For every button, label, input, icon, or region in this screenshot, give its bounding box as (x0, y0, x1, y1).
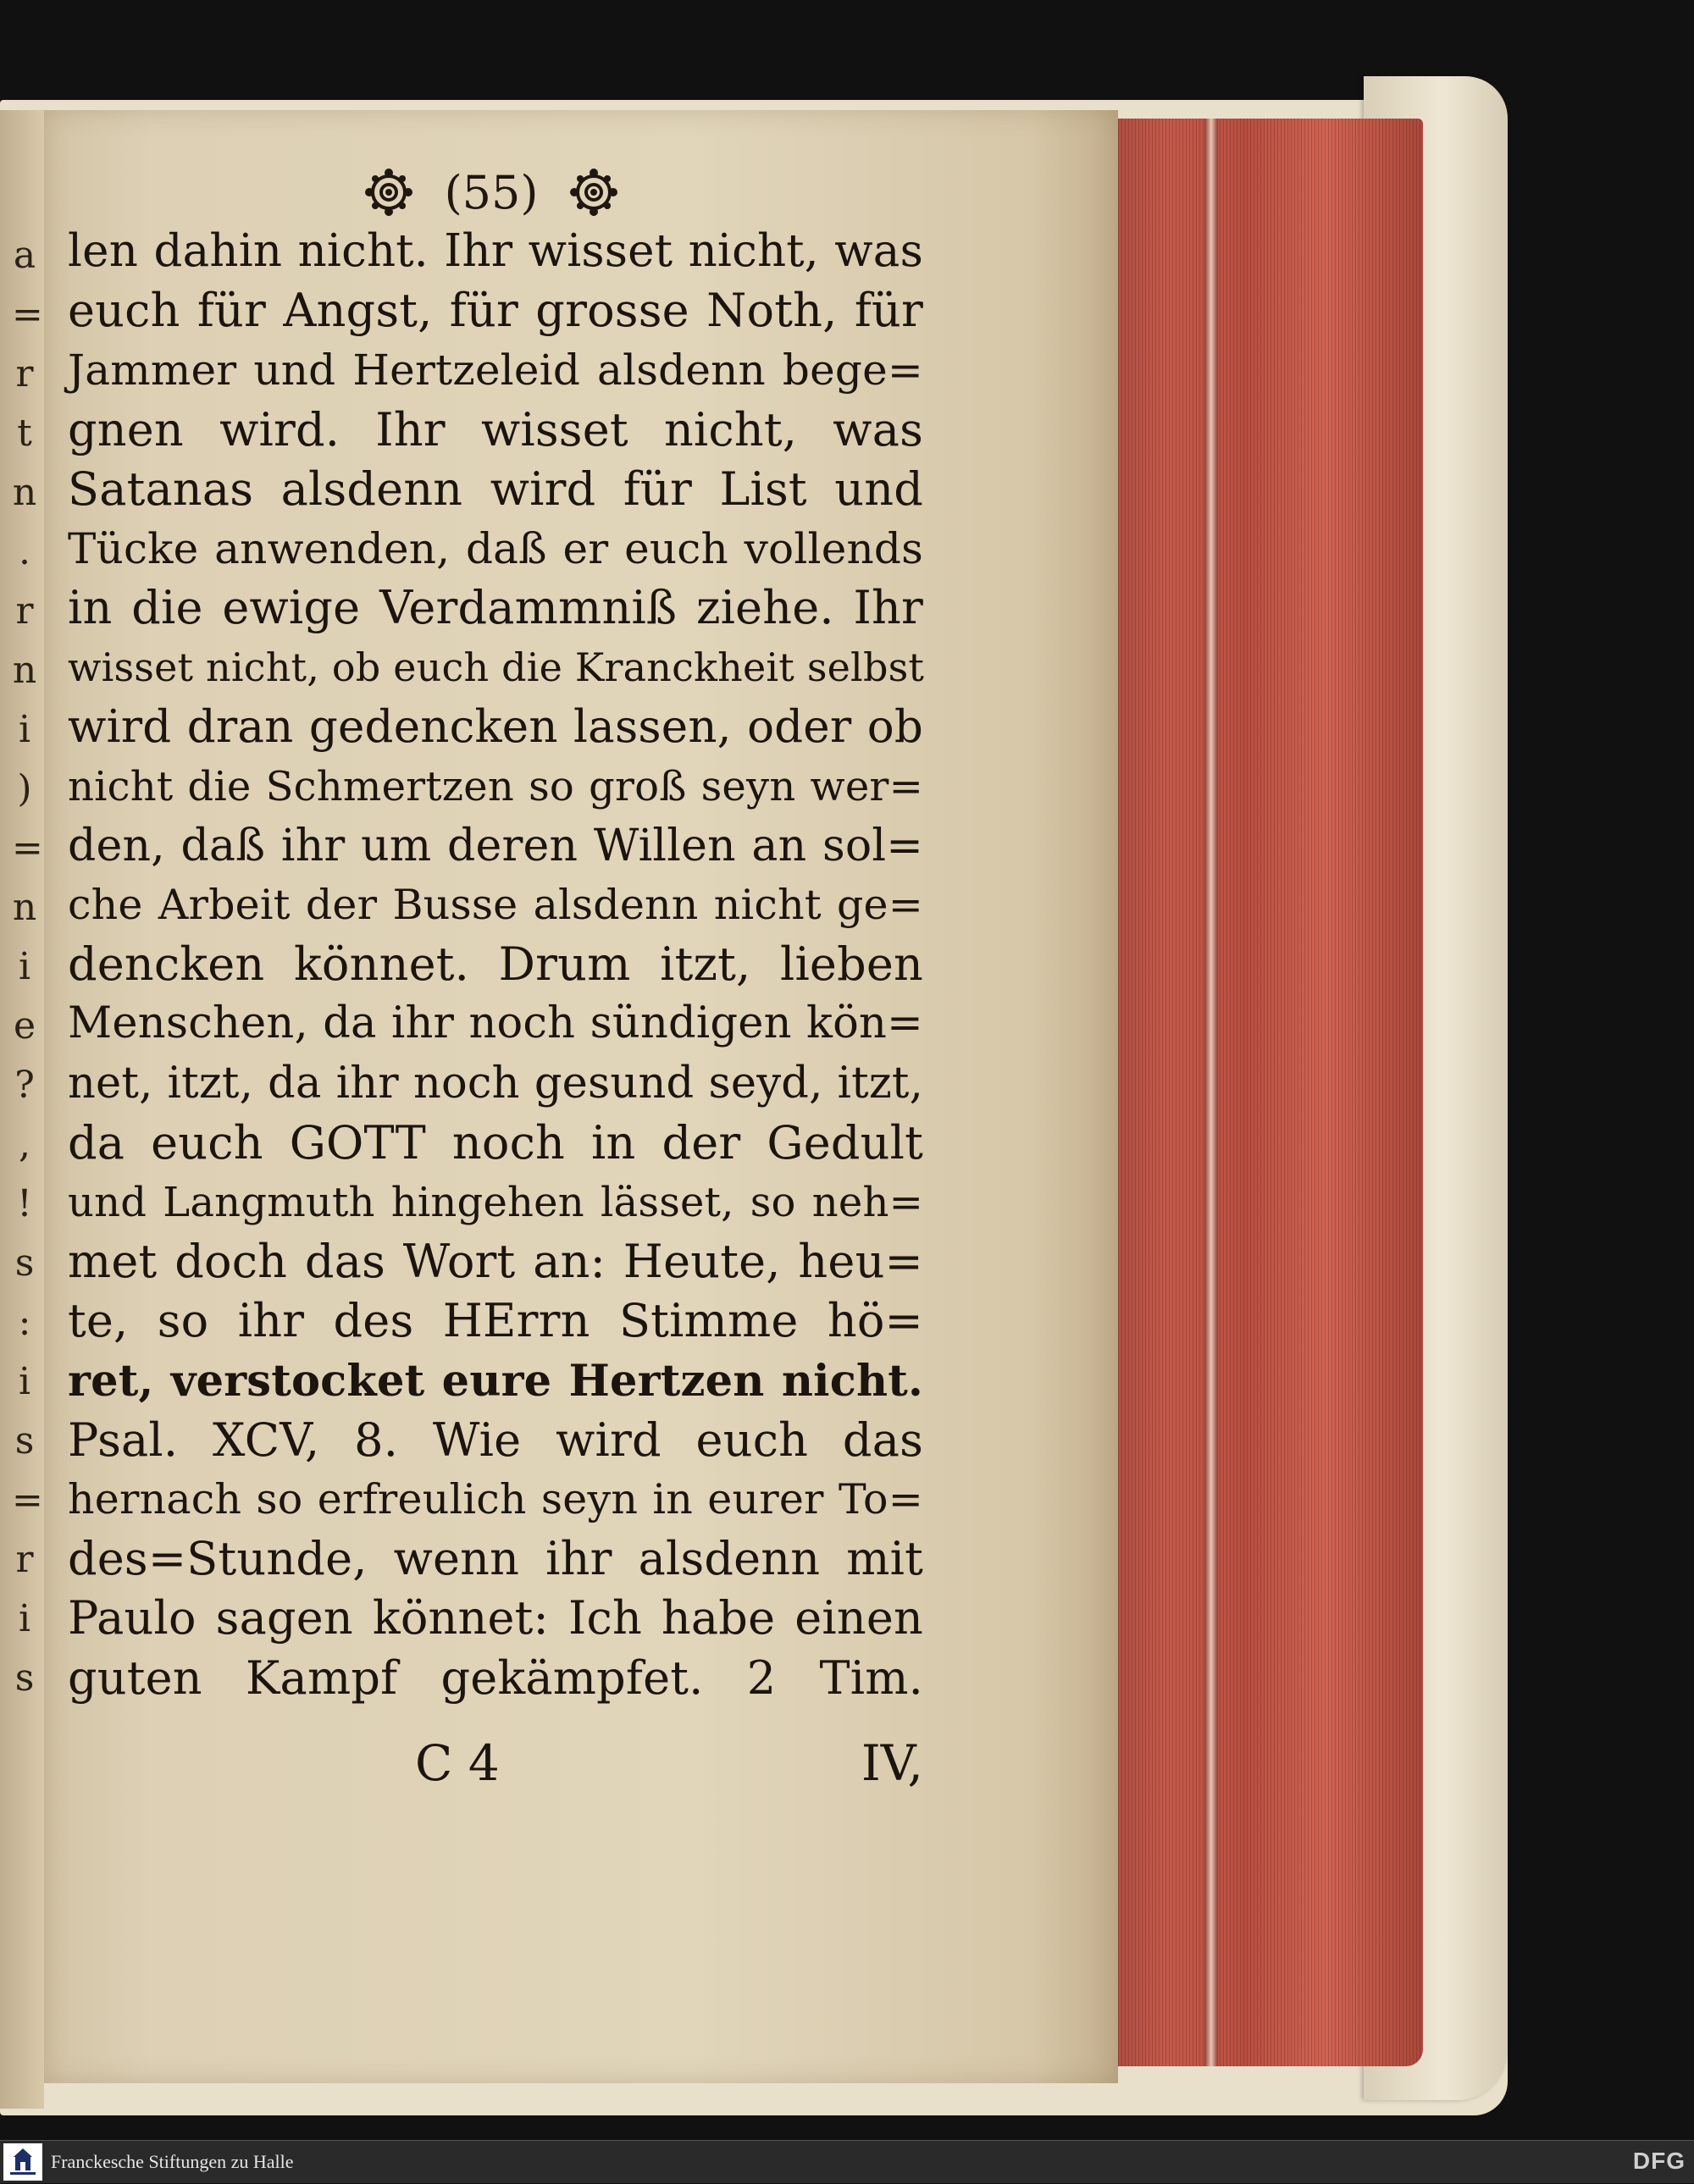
left-page-fragment: ) (17, 767, 32, 810)
text-line: Jammer und Hertzeleid alsdenn bege= (68, 346, 923, 395)
red-page-edges (1101, 119, 1423, 2066)
text-line: da euch GOTT noch in der Gedult (68, 1115, 923, 1169)
text-line: net, itzt, da ihr noch gesund seyd, itzt, (68, 1058, 923, 1109)
text-line: und Langmuth hingehen lässet, so neh= (68, 1179, 923, 1226)
text-line: Satanas alsdenn wird für List und (68, 462, 923, 516)
left-page-fragment: : (18, 1301, 31, 1344)
flower-ornament-icon (365, 169, 412, 216)
text-line: met doch das Wort an: Heute, heu= (68, 1235, 923, 1289)
text-line: euch für Angst, für grosse Noth, für (68, 284, 923, 338)
left-page-fragment: i (18, 1597, 31, 1640)
left-page-fragment: n (12, 886, 37, 929)
text-line: wisset nicht, ob euch die Kranckheit selbst (68, 644, 925, 691)
left-page-fragment: a (13, 234, 36, 277)
page-footer (85, 1734, 923, 1802)
left-page-fragment: n (12, 471, 37, 514)
text-line: hernach so erfreulich seyn in eurer To= (68, 1474, 923, 1523)
left-page-fragment: i (18, 1360, 31, 1403)
left-page-fragment: e (13, 1004, 36, 1048)
left-page-fragment: = (12, 827, 43, 870)
text-line: len dahin nicht. Ihr wisset nicht, was (68, 225, 923, 277)
text-line: Tücke anwenden, daß er euch vollends (68, 523, 923, 573)
left-page-sliver (0, 110, 44, 2109)
left-page-fragment: = (12, 293, 43, 336)
left-page-fragment: n (12, 649, 37, 692)
left-page-fragment: r (15, 352, 34, 395)
left-page-fragment: , (19, 1123, 30, 1166)
left-page-fragment: ? (14, 1064, 35, 1107)
signature-mark: C 4 (415, 1734, 500, 1792)
text-line: in die ewige Verdammniß ziehe. Ihr (68, 581, 923, 635)
text-line: dencken könnet. Drum itzt, lieben (68, 937, 923, 992)
institution-logo-icon (3, 2143, 42, 2181)
left-page-fragment: = (12, 1479, 43, 1522)
left-page-fragment: i (18, 708, 31, 751)
left-page-fragment: s (14, 1241, 35, 1285)
dfg-logo: DFG (1632, 2148, 1686, 2174)
text-line: te, so ihr des HErrn Stimme hö= (68, 1294, 923, 1348)
text-line: Menschen, da ihr noch sündigen kön= (68, 998, 923, 1049)
text-line: Psal. XCV, 8. Wie wird euch das (68, 1413, 923, 1467)
text-line: guten Kampf gekämpfet. 2 Tim. (68, 1650, 923, 1705)
text-line: che Arbeit der Busse alsdenn nicht ge= (68, 881, 923, 930)
left-page-fragment: r (15, 1538, 34, 1581)
body-text (68, 222, 923, 1708)
left-page-fragment: s (14, 1419, 35, 1462)
text-line: den, daß ihr um deren Willen an sol= (68, 820, 923, 871)
left-page-fragment: . (19, 530, 30, 573)
text-line: ret, verstocket eure Hertzen nicht. (68, 1355, 923, 1407)
text-line: des=Stunde, wenn ihr alsdenn mit (68, 1532, 923, 1586)
text-line: nicht die Schmertzen so groß seyn wer= (68, 762, 923, 810)
institution-name: Franckesche Stiftungen zu Halle (51, 2151, 294, 2172)
page-number: (55) (444, 165, 539, 219)
running-header (68, 163, 915, 222)
left-page-fragment: s (14, 1656, 35, 1700)
left-page-fragment: t (17, 412, 32, 455)
flower-ornament-icon (570, 169, 617, 216)
left-page-fragment: r (15, 589, 34, 633)
left-page-fragment: ! (17, 1182, 32, 1225)
page-edge-seam (1204, 119, 1218, 2066)
catchword: IV, (861, 1734, 923, 1792)
left-page-fragment: i (18, 945, 31, 988)
viewer-footer-bar (0, 2140, 1694, 2183)
text-line: Paulo sagen könnet: Ich habe einen (68, 1591, 923, 1645)
text-line: gnen wird. Ihr wisset nicht, was (68, 402, 923, 456)
text-line: wird dran gedencken lassen, oder ob (68, 700, 923, 753)
